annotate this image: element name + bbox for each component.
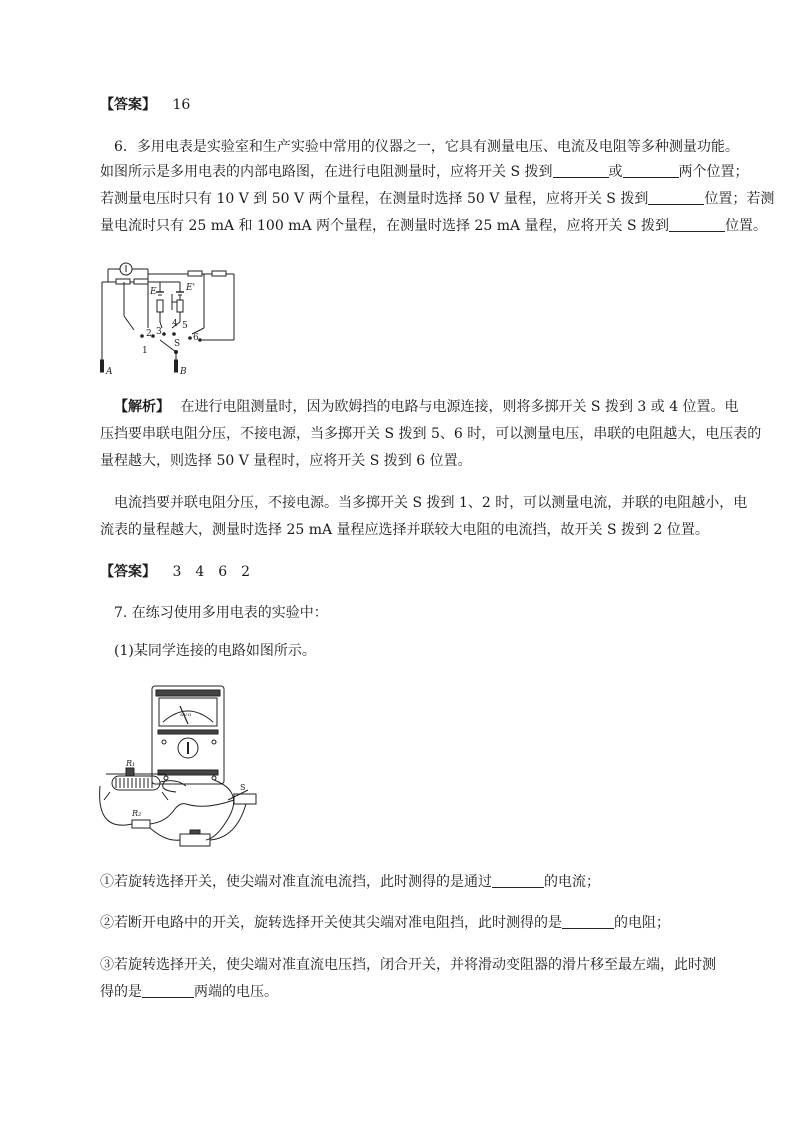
q7-item-2 bbox=[100, 914, 794, 932]
q7-item-3c: 两端的电压。 bbox=[194, 984, 278, 1000]
q6-line-2c: 两个位置； bbox=[678, 164, 749, 180]
q7-item-1a: ①若旋转选择开关，使尖端对准直流电流挡，此时测得的是通过 bbox=[100, 874, 492, 890]
q6-line-2b: 或 bbox=[608, 164, 623, 180]
label-2: 2 bbox=[146, 329, 152, 339]
label-1: 1 bbox=[142, 346, 148, 356]
analysis-line-5-text: 流表的量程越大，测量时选择 25 mA 量程应选择并联较大电阻的电流挡，故开关 S 拨到 2 位置。 bbox=[100, 522, 709, 538]
q7-item-3b: 得的是 bbox=[100, 984, 142, 1000]
svg-text:A-V-Ω: A-V-Ω bbox=[180, 712, 192, 717]
analysis-line-1-text: 在进行电阻测量时，因为欧姆挡的电路与电源连接，则将多掷开关 S 拨到 3 或 4 位置。电 bbox=[180, 399, 739, 415]
label-E: E bbox=[150, 287, 157, 297]
q6-line-4a: 量电流时只有 25 mA 和 100 mA 两个量程，在测量时选择 25 mA 量程，应将开关 S 拨到 bbox=[100, 218, 670, 234]
analysis-line-1 bbox=[114, 398, 794, 416]
q6-line-3b: 位置；若测 bbox=[704, 191, 775, 207]
label-R1: R₁ bbox=[126, 759, 136, 768]
analysis-line-2 bbox=[100, 425, 794, 443]
answer-blank[interactable] bbox=[553, 163, 609, 178]
answer-blank[interactable] bbox=[669, 217, 725, 232]
analysis-line-2-text: 压挡要串联电阻分压，不接电源，当多掷开关 S 拨到 5、6 时，可以测量电压，串联的电阻越大，电压表的 bbox=[100, 426, 762, 442]
label-E-prime: E' bbox=[186, 283, 196, 293]
label-S2: S bbox=[240, 783, 246, 792]
q6-line-2a: 如图所示是多用电表的内部电路图，在进行电阻测量时，应将开关 S 拨到 bbox=[100, 164, 553, 180]
resistor-icon bbox=[132, 820, 150, 828]
q6-line-1-text: 6．多用电表是实验室和生产实验中常用的仪器之一，它具有测量电压、电流及电阻等多种测量功能。 bbox=[114, 139, 739, 155]
answer-value: 3 4 6 2 bbox=[172, 564, 251, 580]
analysis-tag: 【解析】 bbox=[114, 399, 170, 415]
answer-blank[interactable] bbox=[562, 914, 614, 929]
resistor-icon bbox=[157, 300, 163, 312]
label-6: 6 bbox=[193, 333, 199, 343]
q7-title-text: 7. 在练习使用多用电表的实验中： bbox=[114, 605, 328, 621]
resistor-icon bbox=[134, 279, 148, 284]
q6-answer bbox=[100, 563, 794, 581]
answer-blank[interactable] bbox=[142, 983, 194, 998]
q7-sub1-text: (1)某同学连接的电路如图所示。 bbox=[114, 643, 316, 659]
analysis-line-4-text: 电流挡要并联电阻分压，不接电源。当多掷开关 S 拨到 1、2 时，可以测量电流，并联的电阻越小，电 bbox=[114, 495, 748, 511]
analysis-line-5 bbox=[100, 521, 794, 539]
answer-blank[interactable] bbox=[648, 190, 704, 205]
label-A: A bbox=[106, 367, 113, 377]
label-4: 4 bbox=[172, 319, 178, 329]
label-3: 3 bbox=[156, 327, 162, 337]
answer-tag: 【答案】 bbox=[100, 97, 156, 113]
resistor-icon bbox=[177, 300, 183, 312]
answer-blank[interactable] bbox=[623, 163, 679, 178]
q6-line-3a: 若测量电压时只有 10 V 到 50 V 两个量程，在测量时选择 50 V 量程，应将开关 S 拨到 bbox=[100, 191, 649, 207]
q7-sub1 bbox=[114, 642, 794, 660]
q7-item-1b: 的电流； bbox=[544, 874, 600, 890]
multimeter-internal-circuit bbox=[96, 256, 246, 380]
q7-item-2a: ②若断开电路中的开关，旋转选择开关使其尖端对准电阻挡，此时测得的是 bbox=[100, 915, 562, 931]
resistor-icon bbox=[188, 271, 202, 276]
q6-line-1 bbox=[114, 138, 794, 156]
q7-item-3a: ③若旋转选择开关，使尖端对准直流电压挡，闭合开关，并将滑动变阻器的滑片移至最左端，此时测 bbox=[100, 957, 716, 973]
label-B: B bbox=[180, 367, 187, 377]
q6-line-4b: 位置。 bbox=[725, 218, 768, 234]
q6-line-4 bbox=[100, 217, 794, 235]
battery-icon bbox=[180, 834, 210, 846]
answer-tag: 【答案】 bbox=[100, 564, 156, 580]
label-5: 5 bbox=[182, 321, 188, 331]
multimeter-experiment-figure bbox=[96, 682, 272, 854]
q7-item-3-cont bbox=[100, 983, 794, 1001]
q7-item-3 bbox=[100, 956, 794, 974]
label-R2: R₂ bbox=[132, 809, 142, 818]
multimeter-icon bbox=[152, 686, 224, 784]
answer-value: 16 bbox=[172, 97, 191, 113]
q7-item-1 bbox=[100, 873, 794, 891]
q5-answer bbox=[100, 96, 794, 114]
answer-blank[interactable] bbox=[492, 873, 544, 888]
q7-item-2b: 的电阻； bbox=[614, 915, 670, 931]
q6-line-2 bbox=[100, 163, 794, 181]
resistor-icon bbox=[116, 279, 130, 284]
resistor-icon bbox=[212, 271, 226, 276]
q6-line-3 bbox=[100, 190, 794, 208]
analysis-line-3 bbox=[100, 452, 794, 470]
analysis-line-3-text: 量程越大，则选择 50 V 量程时，应将开关 S 拨到 6 位置。 bbox=[100, 453, 472, 469]
label-S: S bbox=[174, 339, 181, 349]
q7-title bbox=[114, 604, 794, 622]
analysis-line-4 bbox=[114, 494, 794, 512]
